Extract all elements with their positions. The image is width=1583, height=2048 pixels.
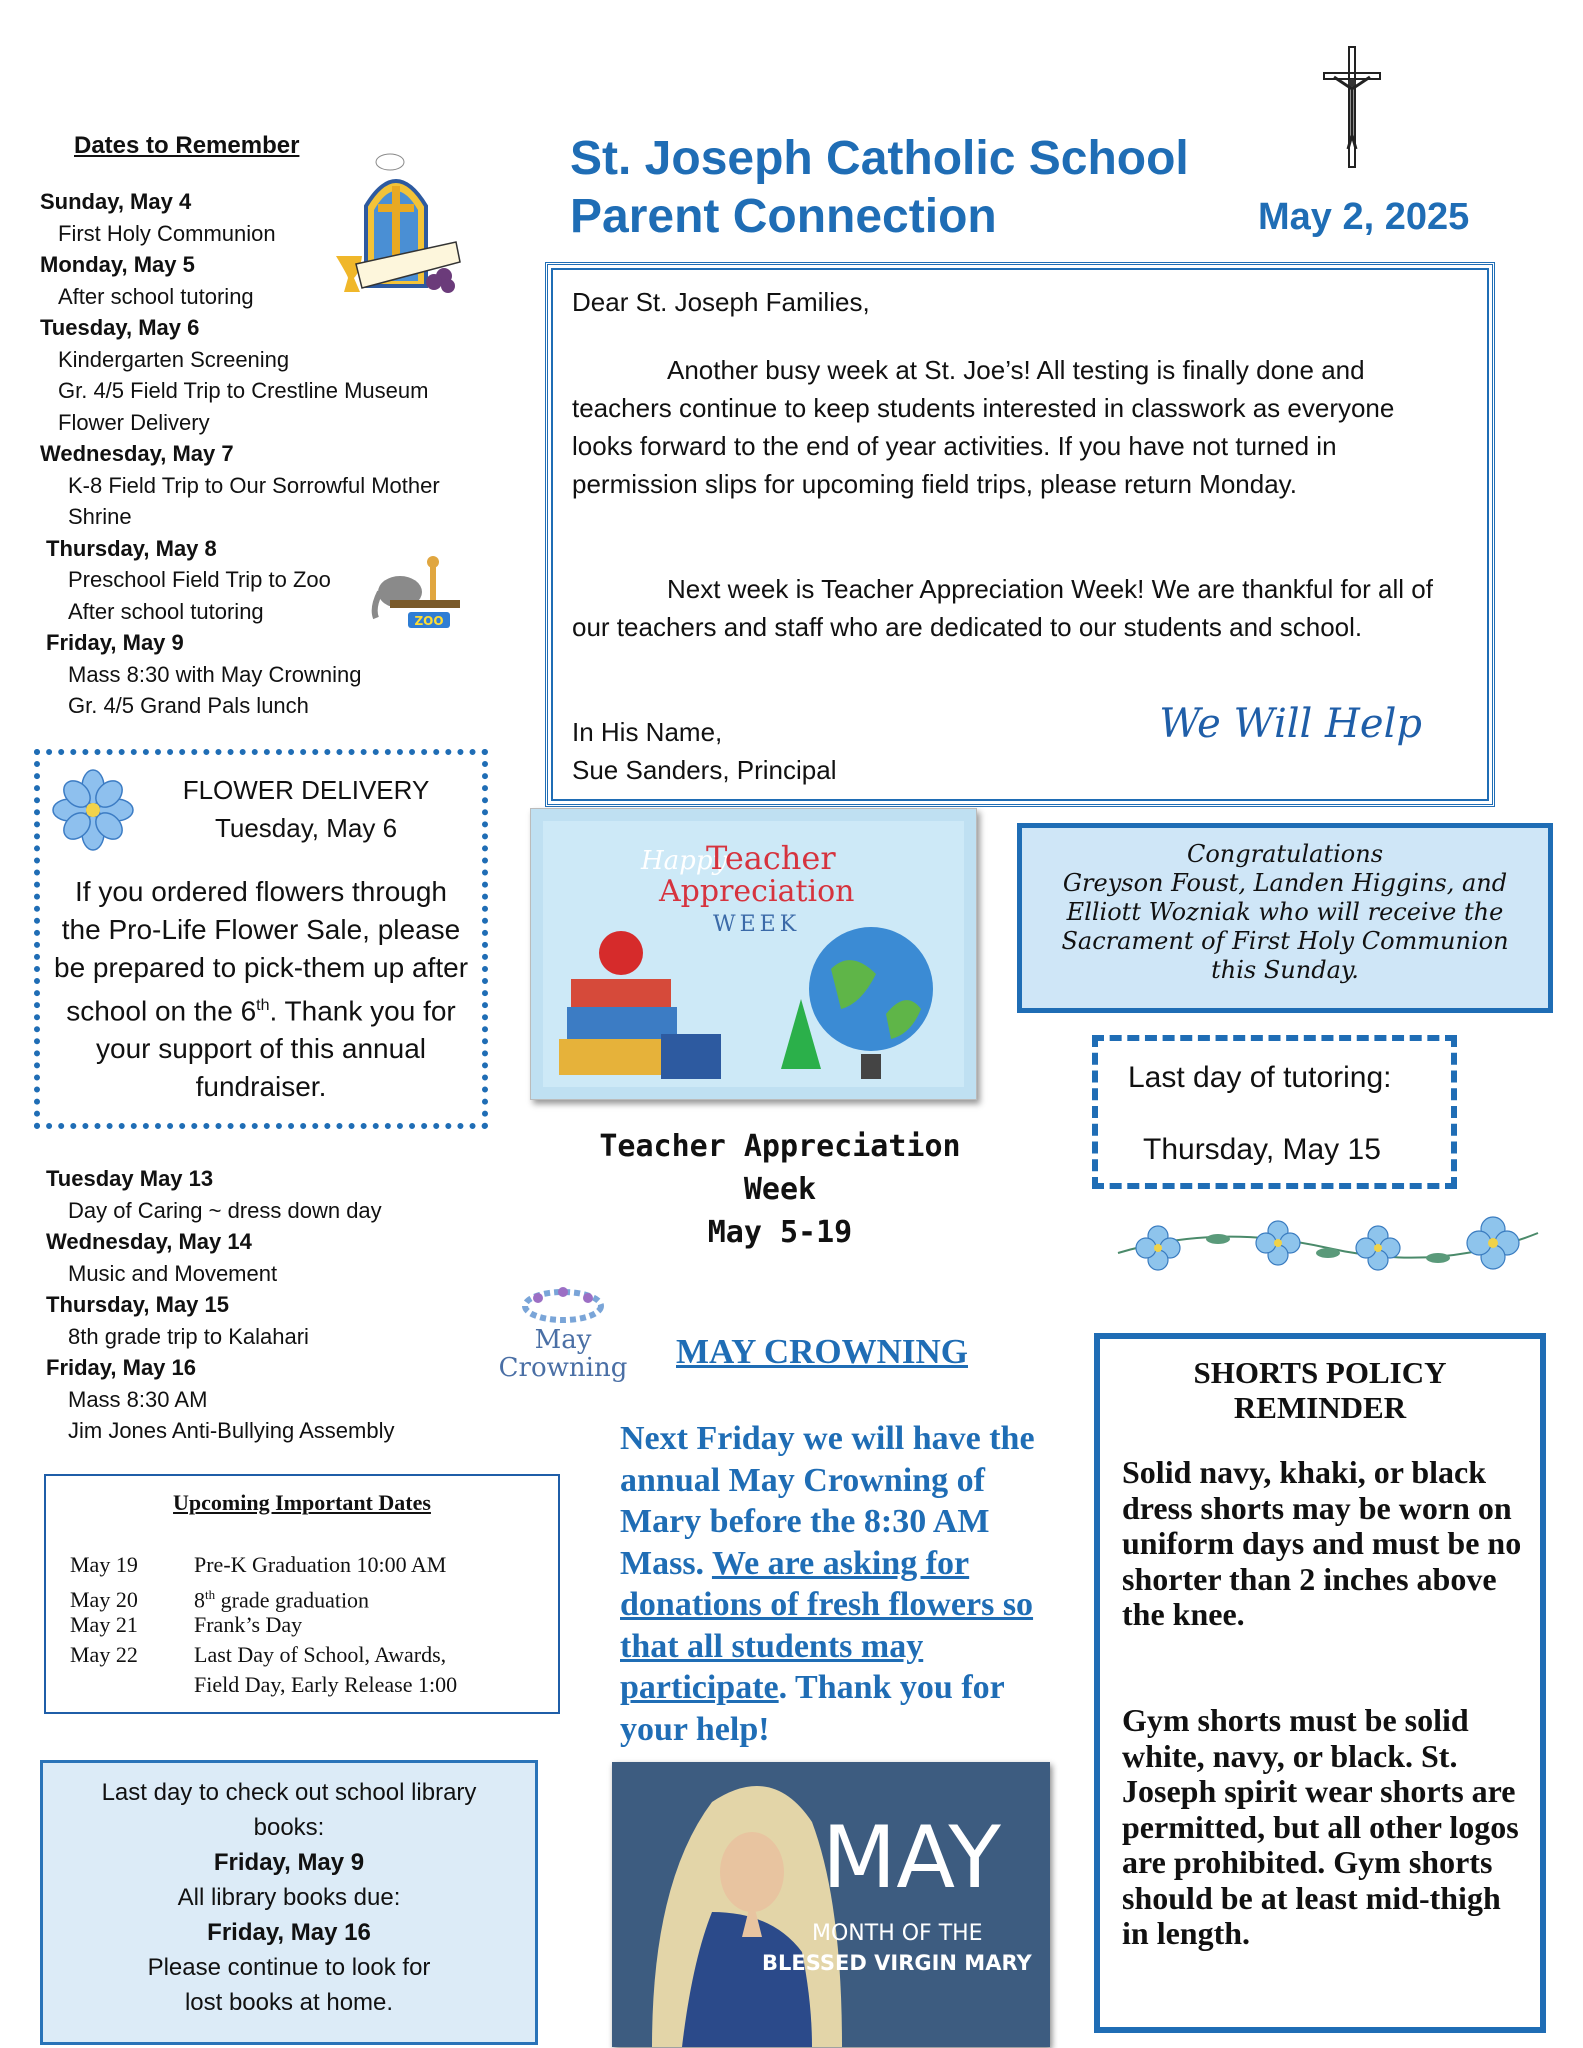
date-heading: Tuesday, May 6	[40, 315, 200, 340]
may-crowning-text: Next Friday we will have the annual May Crowning of Mary before the 8:30 AM Mass. We are asking for donations of fresh flowers so that all students may participate. Thank you for your help!	[620, 1420, 1035, 1748]
may-crowning-icon	[498, 1282, 628, 1402]
library-line: All library books due:	[177, 1884, 401, 1911]
date-event: First Holy Communion	[58, 220, 276, 246]
tutoring-date: Thursday, May 15	[1143, 1133, 1381, 1166]
shorts-policy-title: SHORTS POLICY REMINDER	[1193, 1355, 1447, 1425]
date-event: Kindergarten Screening	[58, 346, 290, 372]
may-crowning-icon-label1: May	[534, 1325, 592, 1355]
congrats-line: Congratulations	[1186, 840, 1384, 868]
date-event: Mass 8:30 with May Crowning	[68, 661, 362, 687]
shorts-policy-paragraph: Gym shorts must be solid white, navy, or black. St. Joseph spirit wear shorts are permitted, but all other logos are prohibited. Gym shorts should be at least mid-thigh in length.	[1122, 1702, 1519, 1951]
dates-week-2	[40, 1163, 520, 1447]
upcoming-row-continued: Field Day, Early Release 1:00	[194, 1672, 458, 1697]
upcoming-dates-box	[44, 1474, 560, 1714]
letter-greeting: Dear St. Joseph Families,	[572, 287, 870, 317]
date-event: K-8 Field Trip to Our Sorrowful Mother	[68, 472, 440, 498]
ta-happy: Happy	[641, 846, 728, 876]
library-line: Please continue to look for lost books at home.	[147, 1954, 431, 2016]
date-event: Jim Jones Anti-Bullying Assembly	[68, 1418, 395, 1443]
ta-week: WEEK	[713, 912, 801, 937]
flower-delivery-date: Tuesday, May 6	[214, 813, 398, 843]
zoo-animals-icon	[370, 552, 470, 630]
flower-delivery-box	[34, 749, 488, 1129]
date-heading: Wednesday, May 14	[46, 1229, 252, 1254]
date-heading: Wednesday, May 7	[40, 441, 234, 466]
congrats-line: Sacrament of First Holy Communion	[1061, 927, 1509, 955]
library-date: Friday, May 16	[207, 1919, 371, 1946]
flower-delivery-heading: FLOWER DELIVERY	[182, 775, 430, 805]
dates-to-remember-title: Dates to Remember	[74, 132, 300, 159]
tutoring-notice	[1092, 1035, 1457, 1189]
date-heading: Monday, May 5	[40, 252, 195, 277]
crucifix-icon	[1320, 45, 1384, 170]
newsletter-name: Parent Connection	[570, 190, 997, 243]
date-heading: Friday, May 9	[46, 630, 184, 655]
date-event: Gr. 4/5 Grand Pals lunch	[68, 693, 309, 718]
may-image-line: BLESSED VIRGIN MARY	[762, 1951, 1032, 1975]
letter-closing: In His Name,	[572, 717, 723, 747]
congrats-line: Elliott Wozniak who will receive the	[1066, 898, 1504, 926]
principal-letter	[545, 262, 1495, 807]
shorts-policy-box	[1094, 1333, 1546, 2033]
teacher-appreciation-image	[530, 808, 977, 1100]
tutoring-label: Last day of tutoring:	[1128, 1061, 1392, 1094]
ta-teacher: Teacher	[706, 839, 836, 877]
flower-delivery-text: If you ordered flowers through the Pro-Life Flower Sale, please be prepared to pick-them up after school on the 6th. Thank you for your support of this annual fundraiser.	[54, 876, 469, 1103]
date-heading: Thursday, May 8	[46, 535, 217, 561]
date-heading: Thursday, May 15	[46, 1292, 229, 1317]
date-event: Mass 8:30 AM	[68, 1386, 208, 1412]
library-date: Friday, May 9	[213, 1849, 365, 1876]
may-crowning-title: MAY CROWNING	[676, 1332, 968, 1371]
issue-date: May 2, 2025	[1258, 196, 1470, 238]
library-line: Last day to check out school library books:	[101, 1779, 477, 1841]
communion-congratulations	[1017, 823, 1553, 1013]
letter-paragraph: Another busy week at St. Joe’s! All testing is finally done and teachers continue to keep students interested in classwork as everyone looks forward to the end of year activities. If you have not turned in permission slips for upcoming field trips, please return Monday.	[572, 355, 1395, 499]
date-event: Shrine	[68, 504, 132, 529]
blessed-virgin-mary-image	[612, 1762, 1050, 2047]
school-name: St. Joseph Catholic School	[570, 132, 1189, 185]
letter-signature: Sue Sanders, Principal	[572, 755, 837, 785]
date-event: Music and Movement	[68, 1260, 278, 1286]
library-notice	[40, 1760, 538, 2045]
dates-week-1	[40, 186, 500, 722]
ta-caption-line: May 5-19	[707, 1215, 853, 1250]
date-event: Preschool Field Trip to Zoo	[68, 567, 331, 592]
school-motto: We Will Help	[1159, 701, 1422, 747]
newsletter-title	[570, 130, 1189, 246]
date-event: 8th grade trip to Kalahari	[68, 1323, 309, 1349]
shorts-policy-paragraph: Solid navy, khaki, or black dress shorts may be worn on uniform days and must be no shorter than 2 inches above the knee.	[1122, 1454, 1522, 1632]
upcoming-row: May 22 Last Day of School, Awards,	[70, 1642, 447, 1667]
date-event: Flower Delivery	[58, 409, 210, 435]
date-event: After school tutoring	[68, 598, 264, 624]
ta-caption-line: Week	[743, 1172, 817, 1207]
svg-text:ZOO: ZOO	[414, 614, 444, 628]
ta-caption-line: Teacher Appreciation	[599, 1129, 961, 1164]
upcoming-row: May 19 Pre-K Graduation 10:00 AM	[70, 1552, 447, 1577]
congrats-line: this Sunday.	[1211, 956, 1359, 984]
congrats-line: Greyson Foust, Landen Higgins, and	[1062, 869, 1508, 897]
letter-paragraph: Next week is Teacher Appreciation Week! We are thankful for all of our teachers and staff who are dedicated to our students and school.	[572, 574, 1433, 642]
date-event: After school tutoring	[58, 283, 254, 309]
date-event: Gr. 4/5 Field Trip to Crestline Museum	[58, 378, 429, 403]
upcoming-row: May 20 8th grade graduation	[70, 1587, 370, 1613]
date-heading: Sunday, May 4	[40, 189, 192, 214]
flower-border-icon	[1108, 1203, 1548, 1283]
date-event: Day of Caring ~ dress down day	[68, 1197, 382, 1223]
ta-appreciation: Appreciation	[659, 874, 855, 909]
may-image-line: MONTH OF THE	[812, 1921, 983, 1946]
teacher-appreciation-caption	[560, 1125, 1000, 1254]
date-heading: Friday, May 16	[46, 1355, 196, 1380]
blue-flower-icon	[52, 769, 134, 851]
may-image-title: MAY	[822, 1808, 1001, 1908]
upcoming-title: Upcoming Important Dates	[173, 1490, 431, 1515]
date-heading: Tuesday May 13	[46, 1166, 214, 1191]
upcoming-row: May 21 Frank’s Day	[70, 1612, 303, 1637]
may-crowning-icon-label2: Crowning	[498, 1353, 628, 1383]
